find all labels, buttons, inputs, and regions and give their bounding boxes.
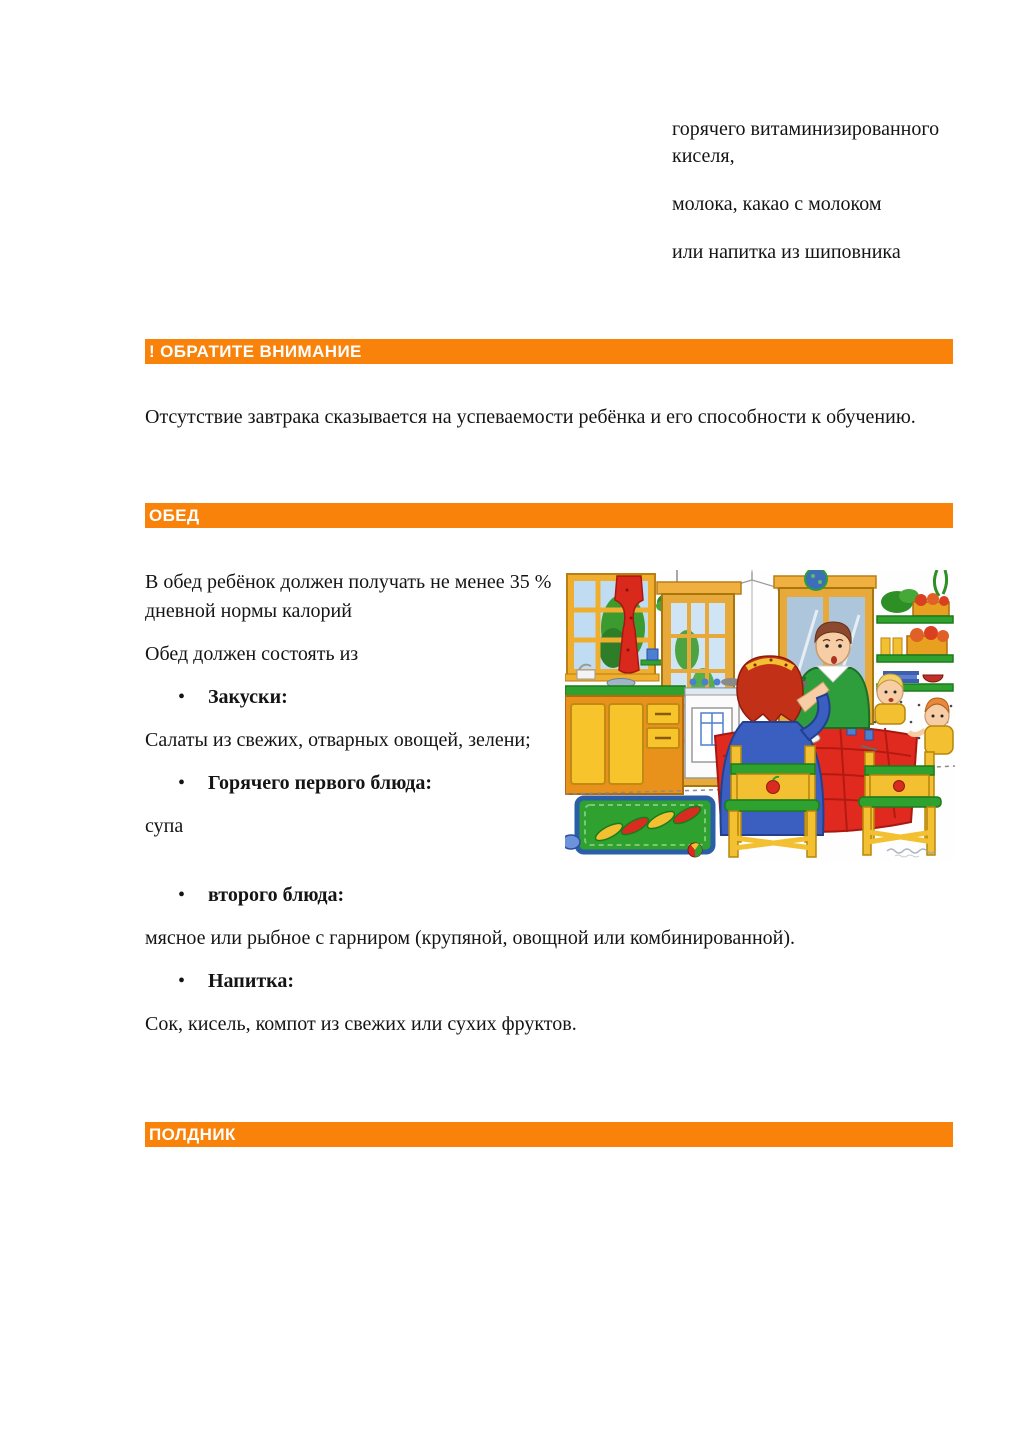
- list-item-label: Горячего первого блюда:: [208, 772, 433, 794]
- list-item-label: Напитка:: [208, 970, 295, 992]
- snack-header-bar: [145, 1122, 953, 1147]
- list-item-second-course: [145, 881, 957, 910]
- list-item-zakuski: [145, 683, 557, 712]
- breakfast-drink-line-1: горячего витаминизированного киселя,: [672, 118, 940, 167]
- family-dinner-illustration-svg: [565, 570, 955, 860]
- list-item-label: второго блюда:: [208, 884, 345, 906]
- attention-header-label: ! ОБРАТИТЕ ВНИМАНИЕ: [149, 342, 362, 361]
- lunch-intro-2: Обед должен состоять из: [145, 643, 359, 665]
- breakfast-drink-line-3: или напитка из шиповника: [672, 241, 901, 263]
- lunch-text-column: [145, 568, 557, 855]
- list-item-drink: [145, 967, 957, 996]
- bullet-icon: •: [178, 772, 186, 794]
- lunch-header-label: ОБЕД: [149, 506, 200, 525]
- lunch-text-bottom: [145, 874, 957, 1053]
- family-dinner-illustration: [565, 570, 955, 860]
- bullet-icon: •: [178, 686, 186, 708]
- breakfast-drinks-block: [672, 116, 960, 287]
- lunch-header-bar: [145, 503, 953, 528]
- list-item-desc: Салаты из свежих, отварных овощей, зелени;: [145, 729, 531, 751]
- bullet-icon: •: [178, 884, 186, 906]
- list-item-desc: супа: [145, 815, 184, 837]
- list-item-label: Закуски:: [208, 686, 288, 708]
- bullet-icon: •: [178, 970, 186, 992]
- breakfast-drink-line-2: молока, какао с молоком: [672, 193, 882, 215]
- attention-header-bar: [145, 339, 953, 364]
- list-item-desc: мясное или рыбное с гарниром (крупяной, овощной или комбинированной).: [145, 927, 796, 949]
- lunch-intro-1: В обед ребёнок должен получать не менее 35 % дневной нормы калорий: [145, 571, 552, 622]
- list-item-desc: Сок, кисель, компот из свежих или сухих фруктов.: [145, 1013, 577, 1035]
- attention-note: Отсутствие завтрака сказывается на успеваемости ребёнка и его способности к обучению.: [145, 406, 916, 428]
- snack-header-label: ПОЛДНИК: [149, 1125, 236, 1144]
- list-item-first-course: [145, 769, 557, 798]
